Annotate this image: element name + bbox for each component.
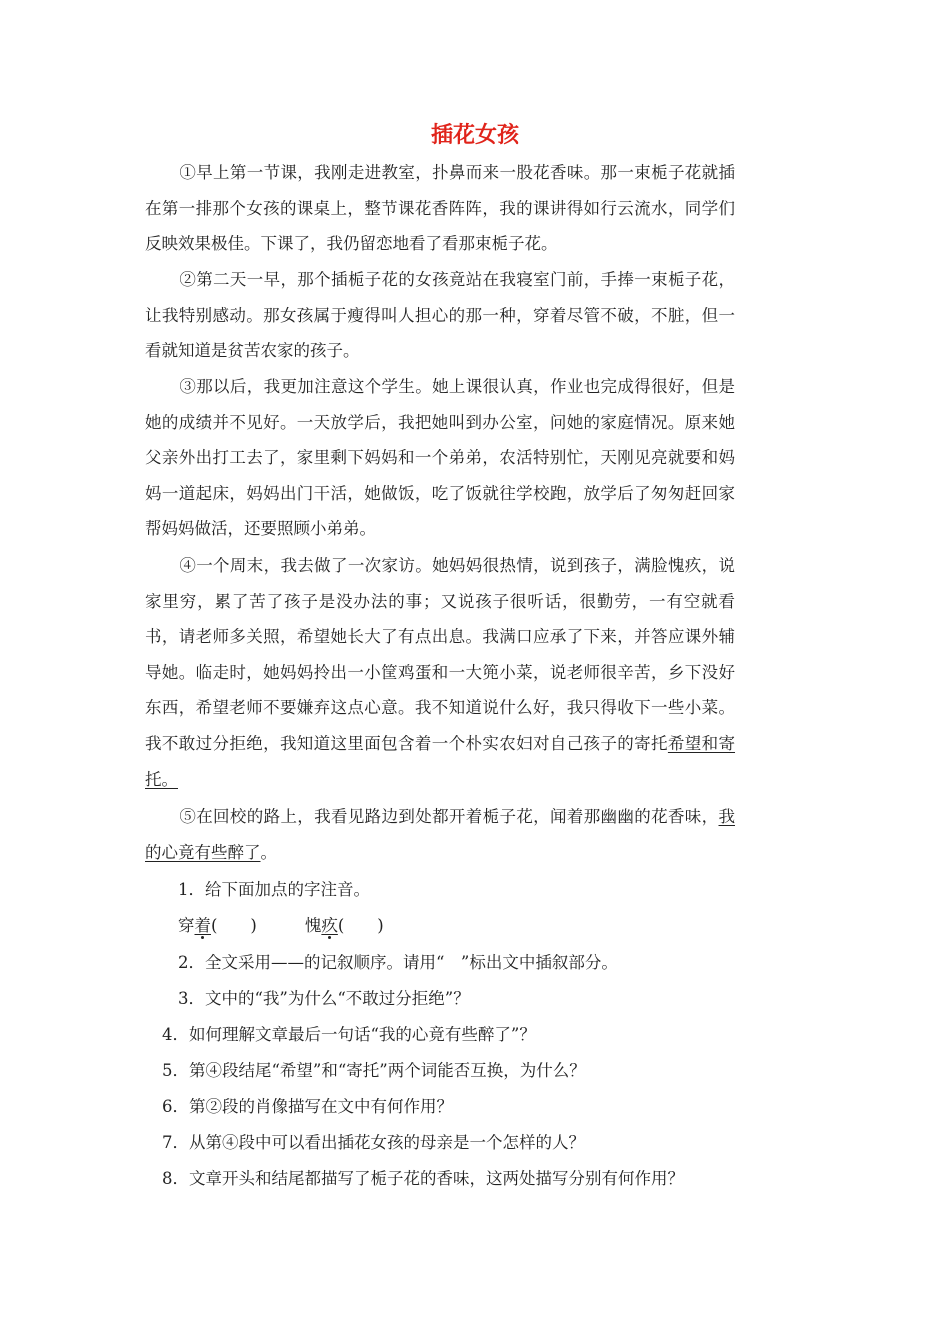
q1-word2-char1: 愧 [304, 916, 322, 935]
article-title: 插花女孩 [430, 123, 519, 148]
paragraph-4-underlined: 希望和寄托。 [145, 733, 736, 789]
paragraph-5-end: 。 [260, 842, 277, 862]
question-5: 5．第④段结尾“希望”和“寄托”两个词能否互换，为什么？ [162, 1061, 586, 1080]
q1-word1-dotted-char: 着 [194, 916, 211, 935]
question-1: 1．给下面加点的字注音。 [178, 880, 370, 899]
paragraph-1 [145, 155, 735, 262]
paragraph-1-text: ①早上第一节课，我刚走进教室，扑鼻而来一股花香味。那一束栀子花就插在第一排那个女孩的课桌上，整节课花香阵阵，我的课讲得如行云流水，同学们反映效果极佳。下课了，我仍留恋地看了看那束栀子花。 [145, 163, 735, 254]
paragraph-2 [145, 262, 735, 369]
question-6: 6．第②段的肖像描写在文中有何作用？ [162, 1097, 453, 1116]
paragraph-4-text: ④一个周末，我去做了一次家访。她妈妈很热情，说到孩子，满脸愧疚，说家里穷，累了苦了孩子是没办法的事；又说孩子很听话，很勤劳，一有空就看书，请老师多关照，希望她长大了有点出息。我满口应承了下来，并答应课外辅导她。临走时，她妈妈拎出一小筐鸡蛋和一大篼小菜，说老师很辛苦，乡下没好东西，希望老师不要嫌弃这点心意。我不知道说什么好，我只得收下一些小菜。我不敢过分拒绝，我知道这里面包含着一个朴实农妇对自己孩子的寄托 [145, 556, 735, 753]
paragraph-5-underlined: 我的心竟有些醉了 [145, 807, 735, 862]
question-2: 2．全文采用——的记叙顺序。请用“ ”标出文中插叙部分。 [178, 953, 618, 972]
question-4: 4．如何理解文章最后一句话“我的心竟有些醉了”？ [162, 1025, 536, 1044]
q1-word1-blank: ( ) [211, 916, 257, 935]
q1-word1-char1: 穿 [178, 916, 195, 935]
question-7: 7．从第④段中可以看出插花女孩的母亲是一个怎样的人？ [162, 1133, 585, 1152]
paragraph-3 [145, 369, 735, 547]
q1-word2-blank: ( ) [337, 916, 384, 935]
paragraph-5-text: ⑤在回校的路上，我看见路边到处都开着栀子花，闻着那幽幽的花香味， [179, 807, 719, 826]
paragraph-2-text: ②第二天一早，那个插栀子花的女孩竟站在我寝室门前，手捧一束栀子花，让我特别感动。那女孩属于瘦得叫人担心的那一种，穿着尽管不破，不脏，但一看就知道是贫苦农家的孩子。 [145, 270, 735, 361]
question-8: 8．文章开头和结尾都描写了栀子花的香味，这两处描写分别有何作用？ [162, 1169, 684, 1188]
q1-word2-dotted-char: 疚 [321, 916, 338, 935]
question-1-words [178, 908, 384, 943]
paragraph-3-text: ③那以后，我更加注意这个学生。她上课很认真，作业也完成得很好，但是她的成绩并不见好。一天放学后，我把她叫到办公室，问她的家庭情况。原来她父亲外出打工去了，家里剩下妈妈和一个弟弟，农活特别忙，天刚见亮就要和妈妈一道起床，妈妈出门干活，她做饭，吃了饭就往学校跑，放学后了匆匆赶回家帮妈妈做活，还要照顾小弟弟。 [145, 377, 735, 539]
paragraph-5 [145, 799, 735, 870]
paragraph-4 [145, 548, 735, 797]
question-3: 3．文中的“我”为什么“不敢过分拒绝”？ [178, 989, 470, 1008]
